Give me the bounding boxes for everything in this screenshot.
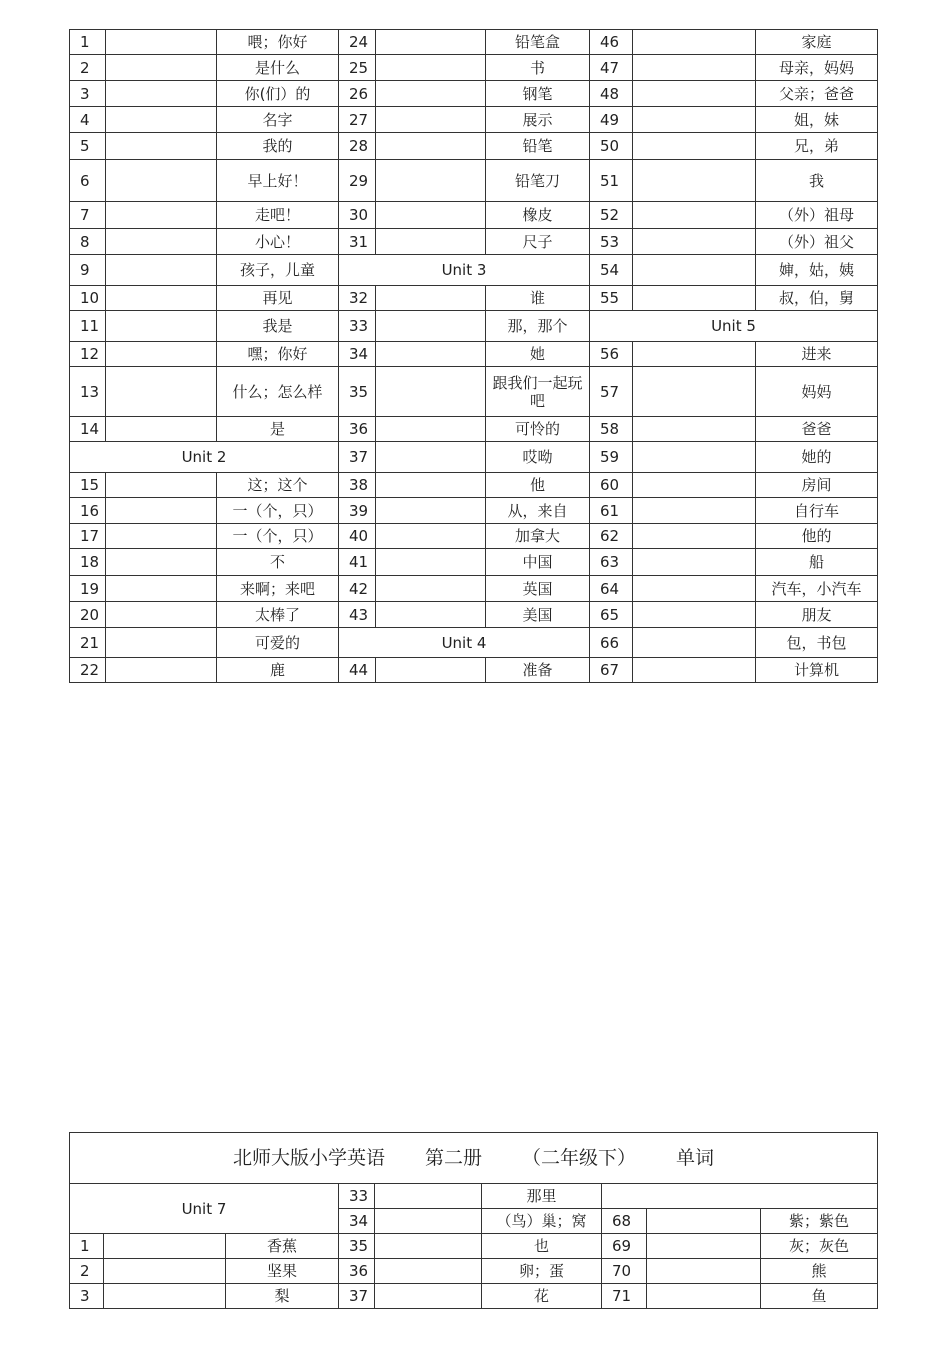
word-number: 40: [339, 524, 376, 549]
chinese-meaning: 他: [486, 473, 590, 498]
word-number: 57: [590, 367, 633, 417]
chinese-meaning: 走吧！: [217, 202, 339, 229]
word-number: 35: [339, 1234, 375, 1259]
chinese-meaning: 她: [486, 342, 590, 367]
word-number: 29: [339, 160, 376, 202]
chinese-meaning: （外）祖母: [756, 202, 878, 229]
chinese-meaning: 从，来自: [486, 498, 590, 524]
word-number: 33: [339, 311, 376, 342]
word-number: 69: [602, 1234, 647, 1259]
chinese-meaning: 爸爸: [756, 417, 878, 442]
english-word-blank[interactable]: [106, 311, 217, 342]
chinese-meaning: 来啊；来吧: [217, 576, 339, 602]
english-word-blank[interactable]: [376, 417, 486, 442]
english-word-blank[interactable]: [106, 202, 217, 229]
chinese-meaning: 加拿大: [486, 524, 590, 549]
table-row: [70, 549, 878, 576]
empty-cell: [602, 1184, 878, 1209]
english-word-blank[interactable]: [376, 367, 486, 417]
word-number: 1: [70, 30, 106, 55]
word-number: 2: [70, 1259, 104, 1284]
english-word-blank[interactable]: [106, 286, 217, 311]
chinese-meaning: 孩子，儿童: [217, 255, 339, 286]
english-word-blank[interactable]: [106, 473, 217, 498]
table-row: [70, 311, 878, 342]
english-word-blank[interactable]: [633, 442, 756, 473]
chinese-meaning: 叔，伯，舅: [756, 286, 878, 311]
chinese-meaning: 钢笔: [486, 81, 590, 107]
chinese-meaning: 展示: [486, 107, 590, 133]
english-word-blank[interactable]: [104, 1284, 226, 1309]
word-number: 1: [70, 1234, 104, 1259]
english-word-blank[interactable]: [633, 160, 756, 202]
table-row: [70, 55, 878, 81]
title-volume: 第二册: [424, 1147, 482, 1169]
chinese-meaning: 铅笔: [486, 133, 590, 160]
unit-header: Unit 4: [339, 628, 590, 658]
english-word-blank[interactable]: [375, 1209, 482, 1234]
chinese-meaning: 汽车，小汽车: [756, 576, 878, 602]
word-number: 15: [70, 473, 106, 498]
chinese-meaning: 不: [217, 549, 339, 576]
english-word-blank[interactable]: [376, 160, 486, 202]
chinese-meaning: 我: [756, 160, 878, 202]
table-row: [70, 255, 878, 286]
chinese-meaning: 姐，妹: [756, 107, 878, 133]
word-number: 43: [339, 602, 376, 628]
chinese-meaning: 梨: [226, 1284, 339, 1309]
table-row: [70, 229, 878, 255]
word-number: 31: [339, 229, 376, 255]
word-number: 6: [70, 160, 106, 202]
word-number: 21: [70, 628, 106, 658]
chinese-meaning: 谁: [486, 286, 590, 311]
english-word-blank[interactable]: [633, 342, 756, 367]
word-number: 17: [70, 524, 106, 549]
title-book: 北师大版小学英语: [232, 1147, 385, 1169]
word-number: 25: [339, 55, 376, 81]
word-number: 36: [339, 1259, 375, 1284]
english-word-blank[interactable]: [106, 417, 217, 442]
english-word-blank[interactable]: [376, 107, 486, 133]
english-word-blank[interactable]: [633, 81, 756, 107]
table-row: [70, 1234, 878, 1259]
chinese-meaning: 太棒了: [217, 602, 339, 628]
english-word-blank[interactable]: [633, 473, 756, 498]
chinese-meaning: 房间: [756, 473, 878, 498]
english-word-blank[interactable]: [376, 55, 486, 81]
word-number: 22: [70, 658, 106, 683]
word-number: 59: [590, 442, 633, 473]
word-number: 32: [339, 286, 376, 311]
word-number: 65: [590, 602, 633, 628]
word-number: 12: [70, 342, 106, 367]
word-number: 54: [590, 255, 633, 286]
vocabulary-table-grade2-book2: [69, 1132, 878, 1309]
word-number: 36: [339, 417, 376, 442]
chinese-meaning: 喂；你好: [217, 30, 339, 55]
chinese-meaning: 鱼: [761, 1284, 878, 1309]
table-row: [70, 576, 878, 602]
chinese-meaning: 灰；灰色: [761, 1234, 878, 1259]
english-word-blank[interactable]: [376, 81, 486, 107]
chinese-meaning: 那，那个: [486, 311, 590, 342]
word-number: 51: [590, 160, 633, 202]
word-number: 10: [70, 286, 106, 311]
english-word-blank[interactable]: [376, 202, 486, 229]
word-number: 62: [590, 524, 633, 549]
english-word-blank[interactable]: [376, 286, 486, 311]
word-number: 47: [590, 55, 633, 81]
word-number: 11: [70, 311, 106, 342]
chinese-meaning: 早上好！: [217, 160, 339, 202]
english-word-blank[interactable]: [376, 549, 486, 576]
chinese-meaning: 母亲，妈妈: [756, 55, 878, 81]
word-number: 7: [70, 202, 106, 229]
english-word-blank[interactable]: [633, 255, 756, 286]
english-word-blank[interactable]: [376, 602, 486, 628]
title-words: 单词: [676, 1147, 715, 1169]
page-title: [70, 1133, 878, 1184]
chinese-meaning: 嘿；你好: [217, 342, 339, 367]
word-number: 4: [70, 107, 106, 133]
english-word-blank[interactable]: [633, 602, 756, 628]
chinese-meaning: 中国: [486, 549, 590, 576]
table-row: [70, 342, 878, 367]
table-row: [70, 658, 878, 683]
english-word-blank[interactable]: [106, 133, 217, 160]
english-word-blank[interactable]: [106, 367, 217, 417]
english-word-blank[interactable]: [376, 442, 486, 473]
english-word-blank[interactable]: [633, 658, 756, 683]
table-row: [70, 602, 878, 628]
english-word-blank[interactable]: [376, 30, 486, 55]
english-word-blank[interactable]: [375, 1184, 482, 1209]
english-word-blank[interactable]: [106, 602, 217, 628]
english-word-blank[interactable]: [106, 160, 217, 202]
english-word-blank[interactable]: [633, 549, 756, 576]
word-number: 68: [602, 1209, 647, 1234]
chinese-meaning: 我的: [217, 133, 339, 160]
word-number: 53: [590, 229, 633, 255]
unit-header: Unit 2: [70, 442, 339, 473]
table-row: [70, 81, 878, 107]
chinese-meaning: 包，书包: [756, 628, 878, 658]
english-word-blank[interactable]: [633, 202, 756, 229]
table-row: [70, 202, 878, 229]
word-number: 42: [339, 576, 376, 602]
word-number: 30: [339, 202, 376, 229]
chinese-meaning: 名字: [217, 107, 339, 133]
chinese-meaning: 这；这个: [217, 473, 339, 498]
chinese-meaning: 跟我们一起玩吧: [486, 367, 590, 417]
english-word-blank[interactable]: [647, 1284, 761, 1309]
chinese-meaning: 一（个，只）: [217, 498, 339, 524]
chinese-meaning: 熊: [761, 1259, 878, 1284]
word-number: 41: [339, 549, 376, 576]
word-number: 56: [590, 342, 633, 367]
word-number: 37: [339, 1284, 375, 1309]
chinese-meaning: 再见: [217, 286, 339, 311]
english-word-blank[interactable]: [647, 1209, 761, 1234]
english-word-blank[interactable]: [647, 1234, 761, 1259]
chinese-meaning: 他的: [756, 524, 878, 549]
english-word-blank[interactable]: [633, 576, 756, 602]
chinese-meaning: 是: [217, 417, 339, 442]
english-word-blank[interactable]: [106, 658, 217, 683]
chinese-meaning: 哎呦: [486, 442, 590, 473]
chinese-meaning: 香蕉: [226, 1234, 339, 1259]
chinese-meaning: 一（个，只）: [217, 524, 339, 549]
english-word-blank[interactable]: [633, 133, 756, 160]
english-word-blank[interactable]: [376, 658, 486, 683]
chinese-meaning: 妈妈: [756, 367, 878, 417]
word-number: 38: [339, 473, 376, 498]
english-word-blank[interactable]: [106, 255, 217, 286]
table-row: [70, 160, 878, 202]
english-word-blank[interactable]: [106, 549, 217, 576]
english-word-blank[interactable]: [375, 1284, 482, 1309]
table-row: [70, 442, 878, 473]
chinese-meaning: 船: [756, 549, 878, 576]
chinese-meaning: 计算机: [756, 658, 878, 683]
word-number: 28: [339, 133, 376, 160]
vocabulary-table-body: [70, 30, 878, 683]
word-number: 39: [339, 498, 376, 524]
table-row: [70, 133, 878, 160]
chinese-meaning: 兄，弟: [756, 133, 878, 160]
word-number: 24: [339, 30, 376, 55]
table-row: [70, 498, 878, 524]
word-number: 2: [70, 55, 106, 81]
english-word-blank[interactable]: [633, 30, 756, 55]
english-word-blank[interactable]: [106, 576, 217, 602]
english-word-blank[interactable]: [104, 1259, 226, 1284]
word-number: 3: [70, 1284, 104, 1309]
english-word-blank[interactable]: [106, 229, 217, 255]
word-number: 9: [70, 255, 106, 286]
word-number: 14: [70, 417, 106, 442]
word-number: 55: [590, 286, 633, 311]
word-number: 3: [70, 81, 106, 107]
english-word-blank[interactable]: [375, 1259, 482, 1284]
english-word-blank[interactable]: [106, 30, 217, 55]
chinese-meaning: 可怜的: [486, 417, 590, 442]
table-row: [70, 1184, 878, 1209]
table-row: [70, 107, 878, 133]
english-word-blank[interactable]: [376, 524, 486, 549]
english-word-blank[interactable]: [106, 81, 217, 107]
unit-header: Unit 5: [590, 311, 878, 342]
word-number: 67: [590, 658, 633, 683]
english-word-blank[interactable]: [106, 55, 217, 81]
word-number: 52: [590, 202, 633, 229]
english-word-blank[interactable]: [106, 628, 217, 658]
word-number: 34: [339, 342, 376, 367]
english-word-blank[interactable]: [376, 498, 486, 524]
word-number: 64: [590, 576, 633, 602]
word-number: 50: [590, 133, 633, 160]
table-row: [70, 628, 878, 658]
word-number: 66: [590, 628, 633, 658]
table-row: [70, 1284, 878, 1309]
chinese-meaning: 那里: [482, 1184, 602, 1209]
word-number: 49: [590, 107, 633, 133]
chinese-meaning: 书: [486, 55, 590, 81]
table-row: [70, 473, 878, 498]
chinese-meaning: 可爱的: [217, 628, 339, 658]
word-number: 8: [70, 229, 106, 255]
table-row: [70, 30, 878, 55]
word-number: 16: [70, 498, 106, 524]
chinese-meaning: 鹿: [217, 658, 339, 683]
chinese-meaning: 朋友: [756, 602, 878, 628]
chinese-meaning: 你(们）的: [217, 81, 339, 107]
english-word-blank[interactable]: [633, 628, 756, 658]
word-number: 26: [339, 81, 376, 107]
chinese-meaning: 橡皮: [486, 202, 590, 229]
chinese-meaning: （鸟）巢；窝: [482, 1209, 602, 1234]
english-word-blank[interactable]: [376, 133, 486, 160]
chinese-meaning: 家庭: [756, 30, 878, 55]
chinese-meaning: 她的: [756, 442, 878, 473]
word-number: 60: [590, 473, 633, 498]
chinese-meaning: 卵；蛋: [482, 1259, 602, 1284]
english-word-blank[interactable]: [633, 367, 756, 417]
chinese-meaning: 英国: [486, 576, 590, 602]
english-word-blank[interactable]: [633, 286, 756, 311]
title-grade: （二年级下）: [522, 1147, 637, 1169]
english-word-blank[interactable]: [633, 55, 756, 81]
english-word-blank[interactable]: [633, 107, 756, 133]
word-number: 48: [590, 81, 633, 107]
word-number: 58: [590, 417, 633, 442]
english-word-blank[interactable]: [633, 417, 756, 442]
english-word-blank[interactable]: [106, 342, 217, 367]
table-row: [70, 367, 878, 417]
chinese-meaning: 是什么: [217, 55, 339, 81]
english-word-blank[interactable]: [633, 498, 756, 524]
english-word-blank[interactable]: [106, 107, 217, 133]
word-number: 27: [339, 107, 376, 133]
english-word-blank[interactable]: [376, 576, 486, 602]
chinese-meaning: 准备: [486, 658, 590, 683]
vocabulary-table-grade2-book1: [69, 29, 878, 683]
unit-header: Unit 3: [339, 255, 590, 286]
english-word-blank[interactable]: [376, 311, 486, 342]
english-word-blank[interactable]: [376, 229, 486, 255]
chinese-meaning: 什么；怎么样: [217, 367, 339, 417]
word-number: 44: [339, 658, 376, 683]
english-word-blank[interactable]: [375, 1234, 482, 1259]
unit-header: Unit 7: [70, 1184, 339, 1234]
english-word-blank[interactable]: [106, 524, 217, 549]
chinese-meaning: 我是: [217, 311, 339, 342]
chinese-meaning: 婶，姑，姨: [756, 255, 878, 286]
word-number: 70: [602, 1259, 647, 1284]
chinese-meaning: 花: [482, 1284, 602, 1309]
english-word-blank[interactable]: [376, 342, 486, 367]
chinese-meaning: 小心！: [217, 229, 339, 255]
word-number: 18: [70, 549, 106, 576]
english-word-blank[interactable]: [647, 1259, 761, 1284]
chinese-meaning: 进来: [756, 342, 878, 367]
english-word-blank[interactable]: [104, 1234, 226, 1259]
table-row: [70, 524, 878, 549]
word-number: 46: [590, 30, 633, 55]
word-number: 37: [339, 442, 376, 473]
word-number: 33: [339, 1184, 375, 1209]
chinese-meaning: 也: [482, 1234, 602, 1259]
word-number: 61: [590, 498, 633, 524]
chinese-meaning: 自行车: [756, 498, 878, 524]
word-number: 71: [602, 1284, 647, 1309]
chinese-meaning: 铅笔盒: [486, 30, 590, 55]
english-word-blank[interactable]: [633, 229, 756, 255]
table-row: [70, 417, 878, 442]
word-number: 19: [70, 576, 106, 602]
table-row: [70, 286, 878, 311]
chinese-meaning: 坚果: [226, 1259, 339, 1284]
word-number: 35: [339, 367, 376, 417]
english-word-blank[interactable]: [376, 473, 486, 498]
chinese-meaning: 美国: [486, 602, 590, 628]
chinese-meaning: 父亲；爸爸: [756, 81, 878, 107]
chinese-meaning: 紫；紫色: [761, 1209, 878, 1234]
chinese-meaning: 铅笔刀: [486, 160, 590, 202]
word-number: 34: [339, 1209, 375, 1234]
english-word-blank[interactable]: [633, 524, 756, 549]
english-word-blank[interactable]: [106, 498, 217, 524]
chinese-meaning: 尺子: [486, 229, 590, 255]
word-number: 13: [70, 367, 106, 417]
word-number: 63: [590, 549, 633, 576]
table-row: [70, 1259, 878, 1284]
word-number: 20: [70, 602, 106, 628]
vocabulary-table-body-2: [70, 1133, 878, 1309]
title-row: [70, 1133, 878, 1184]
chinese-meaning: （外）祖父: [756, 229, 878, 255]
word-number: 5: [70, 133, 106, 160]
